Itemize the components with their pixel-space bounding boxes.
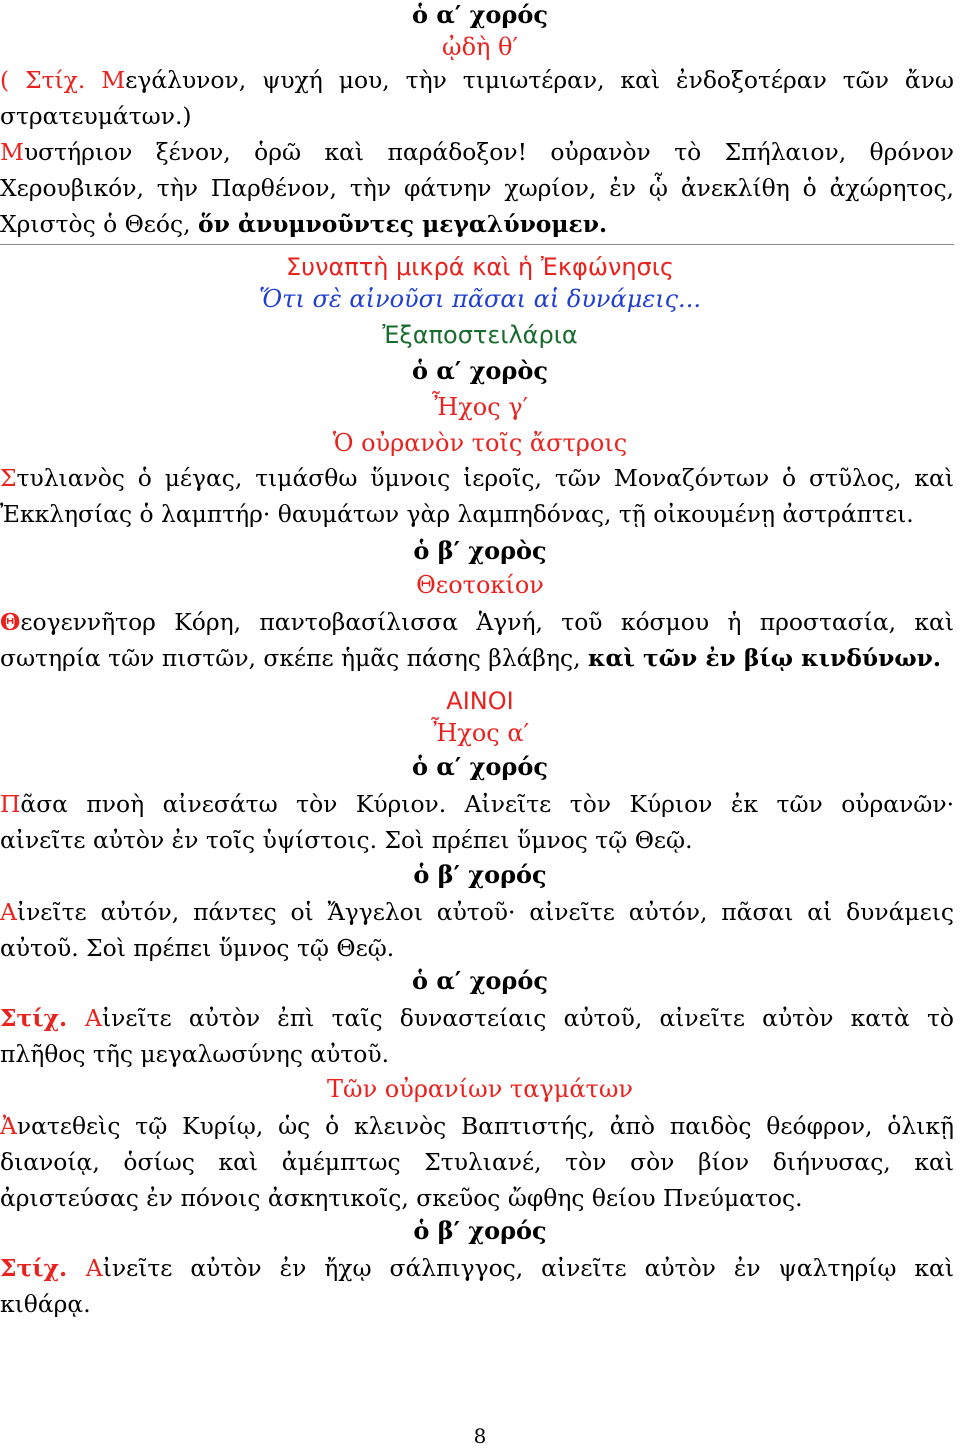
hymn-salpingos	[0, 1250, 954, 1322]
hymn-line: πλῆθος τῆς μεγαλωσύνης αὐτοῦ.	[0, 1040, 390, 1068]
hymn-line: διανοίᾳ, ὁσίως καὶ ἀμέμπτως Στυλιανέ, τὸν σὸν βίον διήνυσας, καὶ	[0, 1148, 954, 1176]
ode-heading: ᾠδὴ θ′	[442, 33, 518, 61]
synapte-heading: Συναπτὴ μικρά καὶ ἡ Ἐκφώνησις	[286, 253, 674, 281]
hymn-line: Χριστὸς ὁ Θεός, ὅν ἀνυμνοῦντες μεγαλύνομεν.	[0, 210, 608, 238]
choir-heading: ὁ α′ χορός	[412, 752, 548, 781]
stichos-paragraph	[0, 62, 954, 134]
hymn-stylianos	[0, 460, 954, 532]
hymn-line: Μυστήριον ξένον, ὁρῶ καὶ παράδοξον! οὐρανὸν τὸ Σπήλαιον, θρόνον	[0, 138, 954, 166]
hymn-line: Ἐκκλησίας ὁ λαμπτήρ· θαυμάτων γὰρ λαμπηδόνας, τῇ οἰκουμένῃ ἀστράπτει.	[0, 500, 914, 528]
hymn-dynasteiais	[0, 1000, 954, 1072]
hymn-line: ἀριστεύσας ἐν πόνοις ἀσκητικοῖς, σκεῦος ὤφθης θείου Πνεύματος.	[0, 1184, 803, 1212]
echos-heading: Ἦχος α′	[430, 719, 530, 747]
choir-heading: ὁ β′ χορὸς	[413, 536, 547, 565]
hymn-anatetheis	[0, 1108, 954, 1216]
hymn-line: Ἀνατεθεὶς τῷ Κυρίῳ, ὡς ὁ κλεινὸς Βαπτιστής, ἀπὸ παιδὸς θεόφρον, ὁλικῇ	[0, 1112, 954, 1140]
theotokion-heading: Θεοτοκίον	[416, 571, 544, 599]
hymn-line: Πᾶσα πνοὴ αἰνεσάτω τὸν Κύριον. Αἰνεῖτε τὸν Κύριον ἐκ τῶν οὐρανῶν·	[0, 790, 954, 818]
hymn-line: Θεογεννῆτορ Κόρη, παντοβασίλισσα Ἁγνή, τοῦ κόσμου ἡ προστασία, καὶ	[0, 608, 954, 636]
choir-heading: ὁ α′ χορὸς	[412, 356, 548, 385]
model-heading: Ὁ οὐρανὸν τοῖς ἄστροις	[332, 429, 628, 457]
hymn-line: Χερουβικόν, τὴν Παρθένον, τὴν φάτνην χωρίον, ἐν ᾧ ἀνεκλίθη ὁ ἀχώρητος,	[0, 174, 954, 202]
exaposteilaria-heading: Ἐξαποστειλάρια	[382, 321, 578, 349]
choir-heading: ὁ β′ χορός	[413, 860, 547, 889]
model-heading: Τῶν οὐρανίων ταγμάτων	[326, 1075, 633, 1103]
hymn-mysterion	[0, 134, 954, 242]
hymn-line: αἰνεῖτε αὐτὸν ἐν τοῖς ὑψίστοις. Σοὶ πρέπει ὕμνος τῷ Θεῷ.	[0, 826, 693, 854]
hymn-line: κιθάρᾳ.	[0, 1290, 91, 1318]
hymn-theotokion	[0, 604, 954, 676]
stichos-line-1: ( Στίχ. Μεγάλυνον, ψυχή μου, τὴν τιμιωτέραν, καὶ ἐνδοξοτέραν τῶν ἄνω	[0, 66, 954, 94]
hymn-line: αὐτοῦ. Σοὶ πρέπει ὕμνος τῷ Θεῷ.	[0, 934, 395, 962]
choir-heading: ὁ β′ χορός	[413, 1216, 547, 1245]
hymn-aineite-angeloi	[0, 894, 954, 966]
choir-heading: ὁ α′ χορός	[412, 966, 548, 995]
ainoi-heading: ΑΙΝΟΙ	[446, 687, 514, 715]
echos-heading: Ἦχος γ′	[431, 393, 529, 421]
hymn-line: Αἰνεῖτε αὐτόν, πάντες οἱ Ἄγγελοι αὐτοῦ· αἰνεῖτε αὐτόν, πᾶσαι αἱ δυνάμεις	[0, 898, 954, 926]
hymn-line: Στίχ. Αἰνεῖτε αὐτὸν ἐν ἤχῳ σάλπιγγος, αἰνεῖτε αὐτὸν ἐν ψαλτηρίῳ καὶ	[0, 1254, 954, 1282]
hymn-line: Στίχ. Αἰνεῖτε αὐτὸν ἐπὶ ταῖς δυναστείαις αὐτοῦ, αἰνεῖτε αὐτὸν κατὰ τὸ	[0, 1004, 954, 1032]
hymn-line: σωτηρία τῶν πιστῶν, σκέπε ἡμᾶς πάσης βλάβης, καὶ τῶν ἐν βίῳ κινδύνων.	[0, 644, 941, 672]
ekphonesis-text: Ὅτι σὲ αἰνοῦσι πᾶσαι αἱ δυνάμεις...	[259, 285, 701, 313]
hymn-pasa-pnoe	[0, 786, 954, 858]
page-number: 8	[473, 1424, 487, 1448]
hymn-line: Στυλιανὸς ὁ μέγας, τιμάσθω ὕμνοις ἱεροῖς, τῶν Μοναζόντων ὁ στῦλος, καὶ	[0, 464, 954, 492]
stichos-line-2: στρατευμάτων.)	[0, 102, 192, 130]
choir-heading: ὁ α′ χορός	[412, 0, 548, 29]
divider	[0, 244, 954, 245]
